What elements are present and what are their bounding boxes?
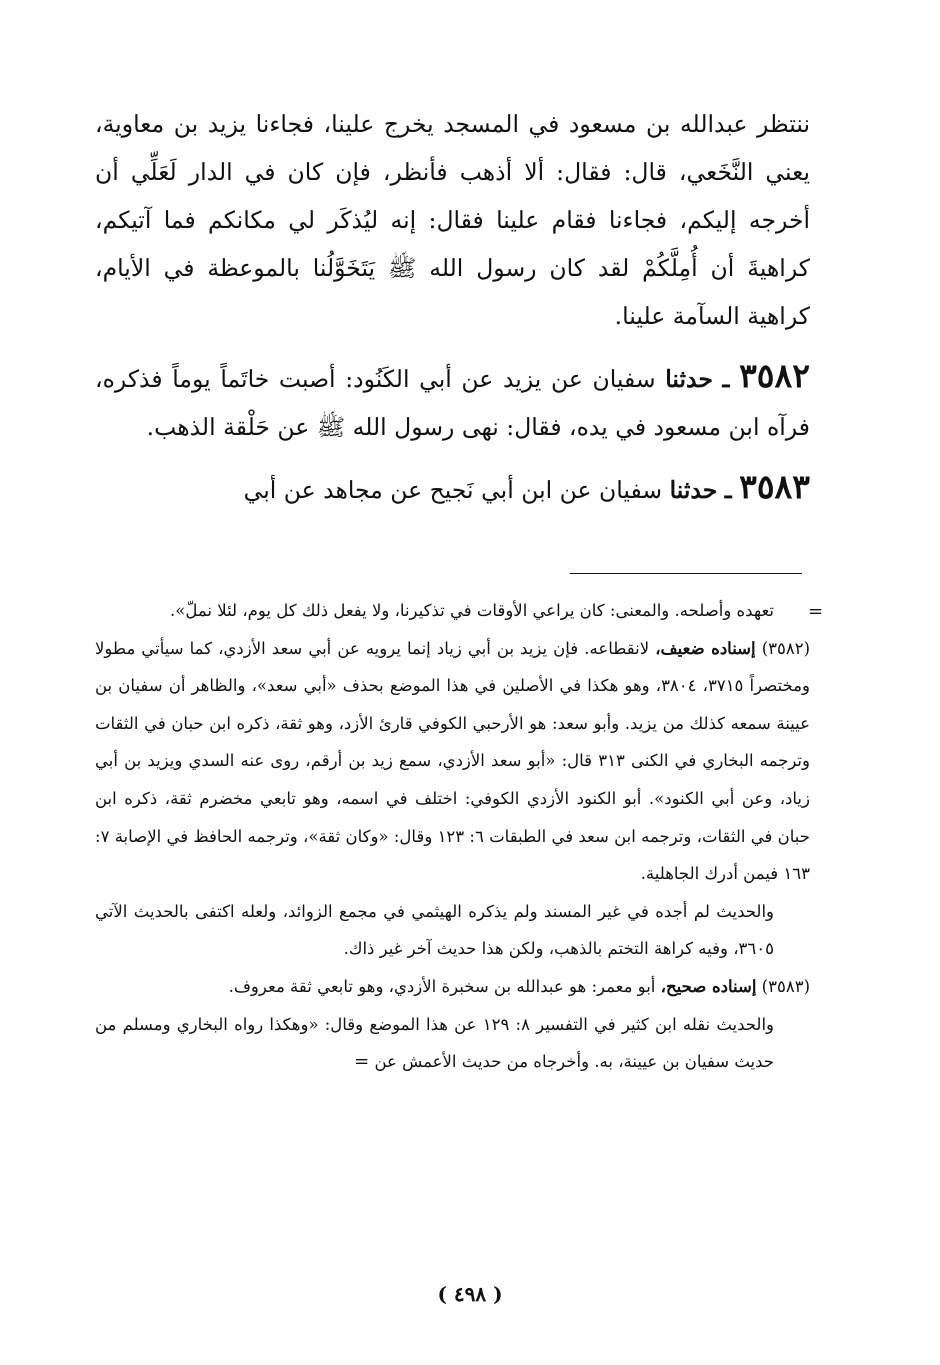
hadith-opener: حدثنا	[665, 365, 713, 393]
footnote-text: أبو معمر: هو عبدالله بن سخبرة الأزدي، وهو تابعي ثقة معروف.	[228, 976, 656, 996]
footnote-grade: إسناده ضعيف،	[655, 638, 756, 658]
hadith-opener: حدثنا	[669, 476, 718, 504]
hadith-3583	[95, 463, 810, 514]
footnote-continuation: تعهده وأصلحه. والمعنى: كان يراعي الأوقات في تذكيرنا، ولا يفعل ذلك كل يوم، لئلا نملّ».	[170, 601, 774, 620]
hadith-separator: ـ	[724, 476, 732, 504]
hadith-text: سفيان عن يزيد عن أبي الكَنُود: أصبت خاتَماً يوماً فذكره، فرآه ابن مسعود في يده، فقال: نهى رسول الله ﷺ عن حَلْقة الذهب.	[95, 365, 810, 441]
footnote-3583-note	[95, 1006, 810, 1081]
footnote-number: (٣٥٨٢)	[761, 638, 811, 658]
continuation-mark: =	[808, 601, 824, 622]
footnote-text: والحديث نقله ابن كثير في التفسير ٨: ١٢٩ عن هذا الموضع وقال: «وهكذا رواه البخاري ومسلم من حديث سفيان بن عيينة، به. وأخرجاه من حديث الأعمش عن	[95, 1014, 775, 1072]
hadith-separator: ـ	[722, 365, 730, 393]
footnote-3582-note: والحديث لم أجده في غير المسند ولم يذكره الهيثمي في مجمع الزوائد، ولعله اكتفى بالحديث الآتي ٣٦٠٥، وفيه كراهة التختم بالذهب، ولكن هذا حديث آخر غير ذاك.	[95, 901, 774, 959]
page-number: ( ٤٩٨ )	[437, 1282, 503, 1306]
footnote-grade: إسناده صحيح،	[660, 976, 757, 996]
hadith-text: سفيان عن ابن أبي نَجيح عن مجاهد عن أبي	[243, 476, 663, 504]
footnote-text: لانقطاعه. فإن يزيد بن أبي زياد إنما يرويه عن أبي سعد الأزدي، كما سيأتي مطولا ومختصراً ٣٧١٥، ٣٨٠٤، وهو هكذا في الأصلين في هذا الموضع بحذف «أبي سعد»، والظاهر أن سفيان بن عيينة سمعه كذلك من يزيد. وأبو سعد: هو الأرحبي الكوفي قارئ الأزد، وهو ثقة، ذكره ابن حبان في الثقات وترجمه البخاري في الكنى ٣١٣ قال: «أبو سعد الأزدي، سمع زيد بن أرقم، روى عنه السدي ويزيد بن أبي زياد، وعن أبي الكنود». أبو الكنود الأزدي الكوفي: اختلف في اسمه، وهو تابعي مخضرم ثقة، ذكره ابن حبان في الثقات، وترجمه ابن سعد في الطبقات ٦: ١٢٣ وقال: «وكان ثقة»، وترجمه الحافظ في الإصابة ٧: ١٦٣ فيمن أدرك الجاهلية.	[95, 638, 810, 884]
hadith-3582	[95, 352, 810, 451]
continuation-mark-end: =	[354, 1051, 370, 1073]
hadith-number: ٣٥٨٢	[739, 356, 810, 395]
footnote-3582	[95, 630, 810, 893]
continuation-paragraph: ننتظر عبدالله بن مسعود في المسجد يخرج علينا، فجاءنا يزيد بن معاوية، يعني النَّخَعي، قال: فقال: ألا أذهب فأنظر، فإن كان في الدار لَعَلِّي أن أخرجه إليكم، فجاءنا فقام علينا فقال: إنه ليُذكَر لي مكانكم فما آتيكم، كراهيةَ أن أُمِلَّكُمْ لقد كان رسول الله ﷺ يَتَخَوَّلُنا بالموعظة في الأيام، كراهية السآمة علينا.	[95, 110, 810, 330]
footnote-number: (٣٥٨٣)	[761, 976, 810, 996]
footnote-divider	[570, 573, 802, 574]
footnotes	[95, 592, 810, 1081]
footnote-3583	[95, 968, 810, 1006]
main-text	[95, 100, 810, 514]
hadith-number: ٣٥٨٣	[739, 467, 810, 506]
